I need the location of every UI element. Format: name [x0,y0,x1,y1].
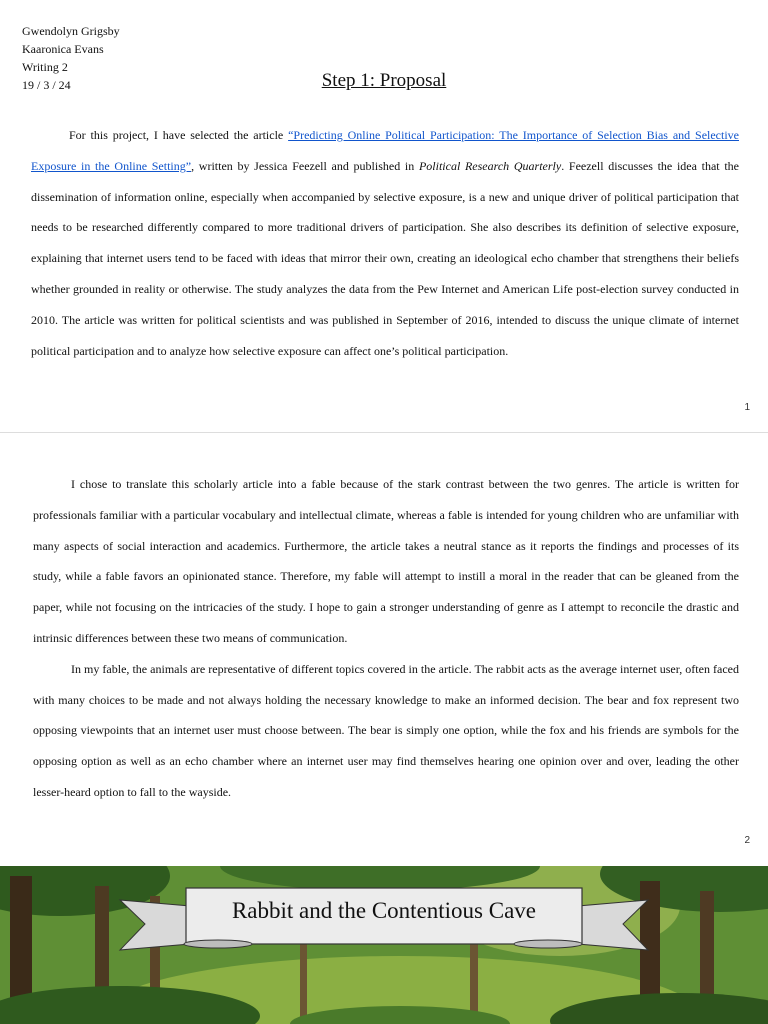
journal-name: Political Research Quarterly [418,158,562,173]
page-divider [0,432,768,433]
article-link[interactable]: “Predicting Online Political Participation: The Importance of Selection Bias and Selective Exposure in the Online Setting” [31,128,739,173]
course-name: Writing 2 [22,60,68,74]
page-number: 1 [744,402,750,413]
forest-illustration [0,866,768,1024]
page-title: Step 1: Proposal [321,70,447,91]
date: 19 / 3 / 24 [22,78,71,92]
genre-paragraph: I chose to translate this scholarly article into a fable because of the stark contrast between the two genres. The article is written for professionals familiar with a particular vocabulary and intellectual climate, whereas a fable is intended for young children who are unfamiliar with many aspects of social interaction and academics. Furthermore, the article takes a neutral stance as it reports the findings and processes of its study, while a fable favors an opinionated stance. Therefore, my fable will attempt to instill a moral in the reader that can be gleaned from the paper, while not focusing on the intricacies of the study. I hope to gain a stronger understanding of genre as I attempt to reconcile the drastic and intrinsic differences between these two means of communication. In my fable, the animals are representative of different topics covered in the article. The rabbit acts as the average internet user, often faced with many choices to be made and not always holding the necessary knowledge to make an informed decision. The bear and fox represent two opposing viewpoints that an internet user must choose between. The bear is simply one option, while the fox and his friends are symbols for the opposing option as well as an echo chamber where an internet user may find themselves hearing one opinion over and over, leading the other lesser-heard option to fall to the wayside. [33,469,739,808]
fable-title: Rabbit and the Contentious Cave [231,898,537,923]
page-number: 2 [744,835,750,846]
fable-paragraph: In my fable, the animals are representative of different topics covered in the article. The rabbit acts as the average internet user, often faced with many choices to be made and not always holding the necessary knowledge to make an informed decision. The bear and fox represent two opposing viewpoints that an internet user must choose between. The bear is simply one option, while the fox and his friends are symbols for the opposing option as well as an echo chamber where an internet user may find themselves hearing one opinion over and over, leading the other lesser-heard option to fall to the wayside. [33,661,739,799]
proposal-paragraph: For this project, I have selected the article “Predicting Online Political Participation: The Importance of Selection Bias and Selective Exposure in the Online Setting”, written by Jessica Feezell and published in Political Research Quarterly. Feezell discusses the idea that the dissemination of information online, especially when accompanied by selective exposure, is a new and unique driver of political participation that needs to be researched differently compared to more traditional drivers of participation. She also describes its definition of selective exposure, explaining that internet users tend to be faced with ideas that mirror their own, creating an ideological echo chamber that strengthens their beliefs whether grounded in reality or otherwise. The study analyzes the data from the Pew Internet and American Life post-election survey conducted in 2010. The article was written for political scientists and was published in September of 2016, intended to discuss the unique climate of internet political participation and to analyze how selective exposure can affect one’s political participation. [31,128,739,358]
author-name: Kaaronica Evans [22,42,104,56]
author-name: Gwendolyn Grigsby [22,24,120,38]
